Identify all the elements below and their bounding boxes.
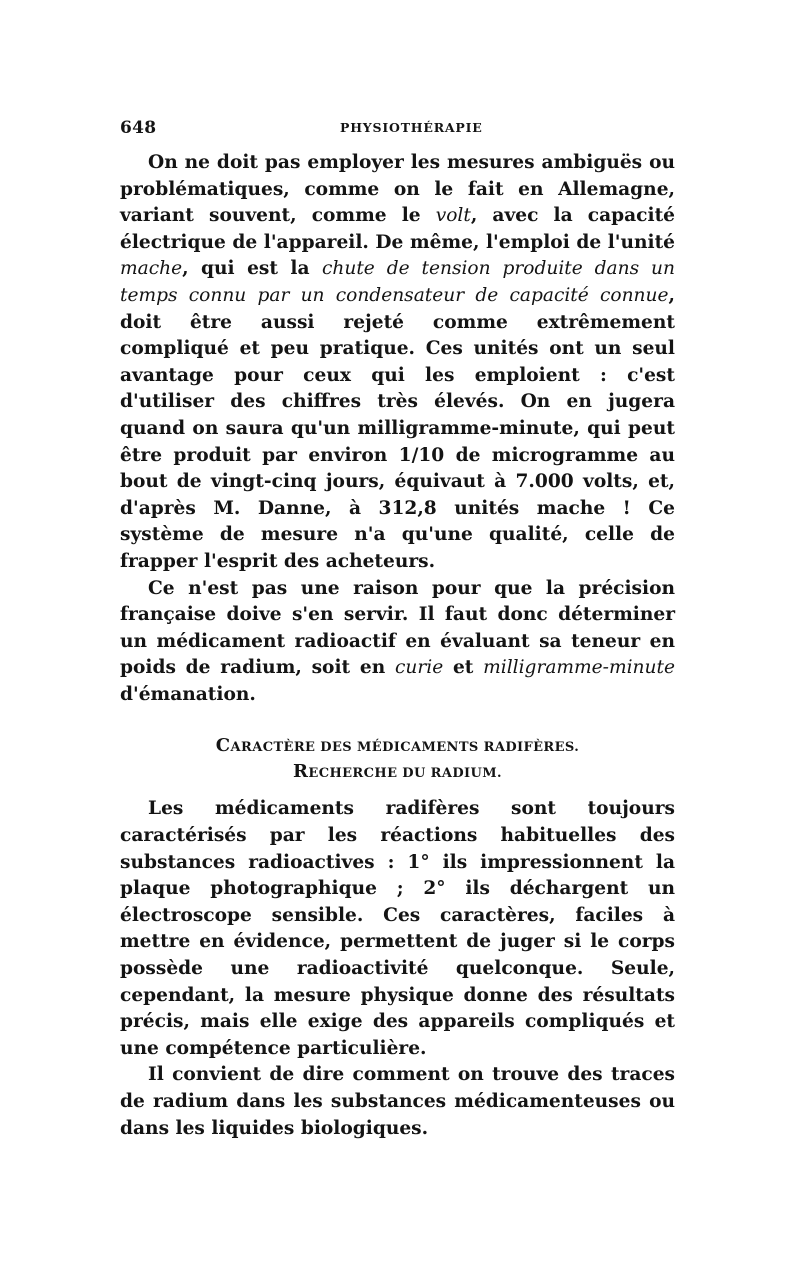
page-number: 648	[120, 118, 157, 138]
paragraph-3: Les médicaments radifères sont toujours caractérisés par les réactions habituelles des substances radioactives : 1° ils impressionnent la plaque photographique ; 2° ils déchargent un électroscope sensible. Ces caractères, faciles à mettre en évidence, permettent de juger si le corps possède une radioactivité quelconque. Seule, cependant, la mesure physique donne des résultats précis, mais elle exige des appareils compliqués et une compétence particulière.	[120, 798, 675, 1059]
section-heading-line-1: CARACTÈRE DES MÉDICAMENTS RADIFÈRES.	[215, 735, 580, 757]
section-heading	[120, 734, 675, 786]
body-text	[120, 150, 675, 1142]
paragraph-1: On ne doit pas employer les mesures ambiguës ou problématiques, comme on le fait en Allemagne, variant souvent, comme le volt, avec la capacité électrique de l'appareil. De même, l'emploi de l'unité mache, qui est la chute de tension produite dans un temps connu par un condensateur de capacité connue, doit être aussi rejeté comme extrêmement compliqué et peu pratique. Ces unités ont un seul avantage pour ceux qui les emploient : c'est d'utiliser des chiffres très élevés. On en jugera quand on saura qu'un milligramme-minute, qui peut être produit par environ 1/10 de microgramme au bout de vingt-cinq jours, équivaut à 7.000 volts, et, d'après M. Danne, à 312,8 unités mache ! Ce système de mesure n'a qu'une qualité, celle de frapper l'esprit des acheteurs.	[120, 152, 675, 572]
paragraph-2: Ce n'est pas une raison pour que la précision française doive s'en servir. Il faut donc déterminer un médicament radioactif en évaluant sa teneur en poids de radium, soit en curie et milligramme-minute d'émanation.	[120, 577, 675, 705]
section-heading-line-2: RECHERCHE DU RADIUM.	[293, 761, 502, 783]
paragraph-4: Il convient de dire comment on trouve des traces de radium dans les substances médicamenteuses ou dans les liquides biologiques.	[120, 1064, 675, 1139]
running-title: PHYSIOTHÉRAPIE	[340, 120, 483, 135]
running-head	[120, 100, 675, 140]
book-page	[120, 100, 675, 1142]
